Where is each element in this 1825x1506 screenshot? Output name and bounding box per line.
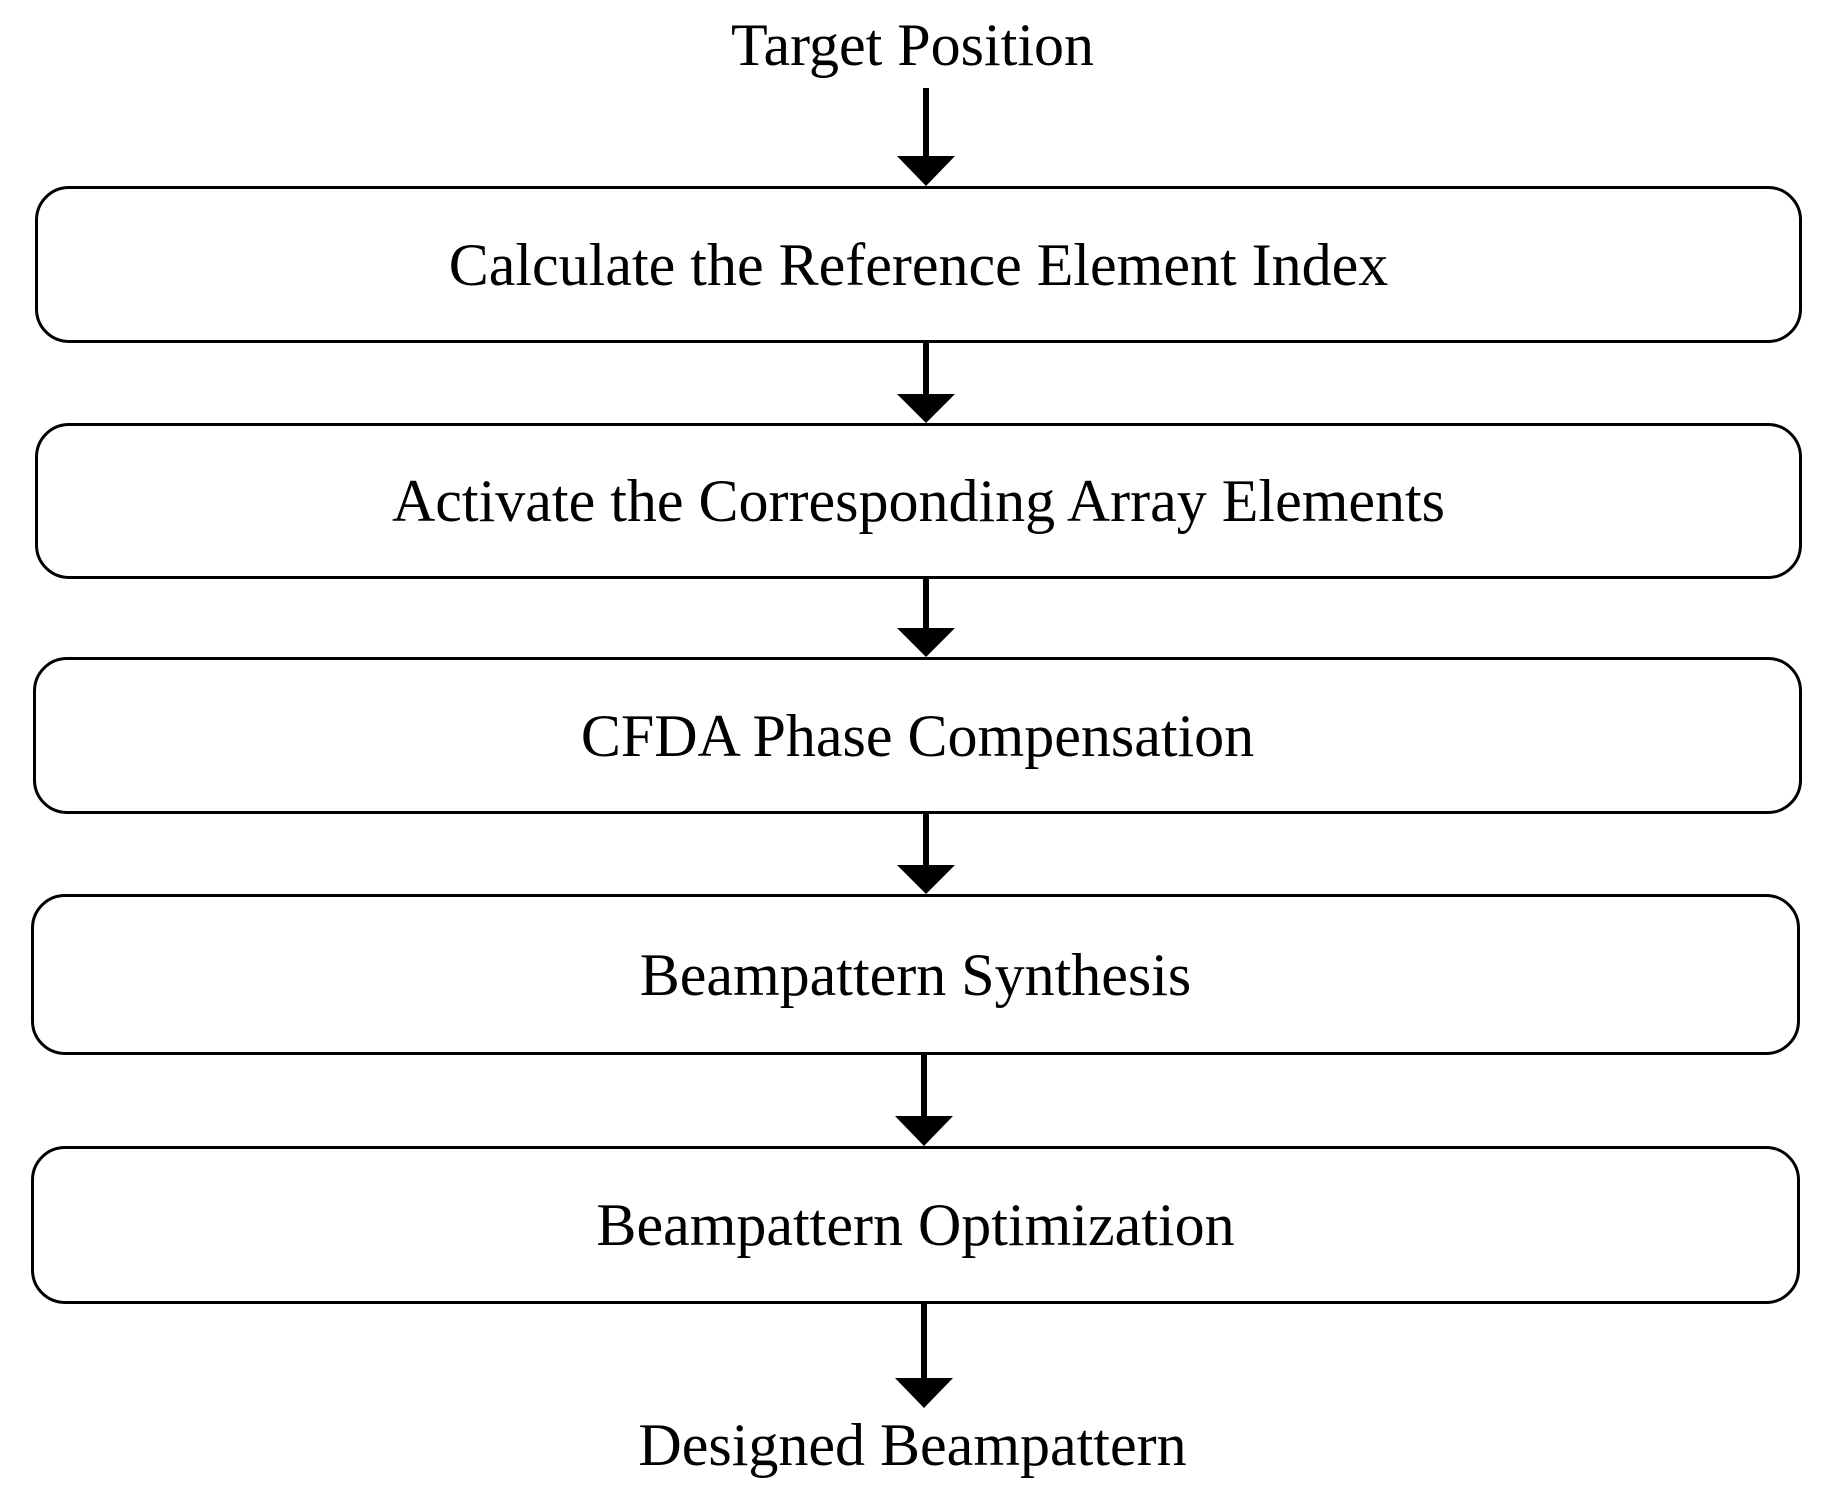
step-box-3 xyxy=(33,657,1802,814)
step-label: Beampattern Optimization xyxy=(596,1192,1235,1258)
step-box-2 xyxy=(35,423,1802,579)
step-label: Beampattern Synthesis xyxy=(639,941,1192,1008)
arrowhead-icon xyxy=(897,156,955,186)
output-label: Designed Beampattern xyxy=(638,1412,1187,1478)
arrowhead-icon xyxy=(895,1378,953,1408)
arrowhead-icon xyxy=(897,394,955,423)
arrowhead-icon xyxy=(897,865,955,894)
step-box-1 xyxy=(35,186,1802,343)
arrowhead-icon xyxy=(895,1116,953,1146)
step-box-4 xyxy=(31,894,1800,1055)
step-box-5 xyxy=(31,1146,1800,1304)
step-label: Calculate the Reference Element Index xyxy=(448,231,1389,298)
input-label: Target Position xyxy=(730,12,1095,78)
step-label: CFDA Phase Compensation xyxy=(580,702,1255,769)
step-label: Activate the Corresponding Array Elements xyxy=(391,468,1446,534)
arrowhead-icon xyxy=(897,628,955,657)
